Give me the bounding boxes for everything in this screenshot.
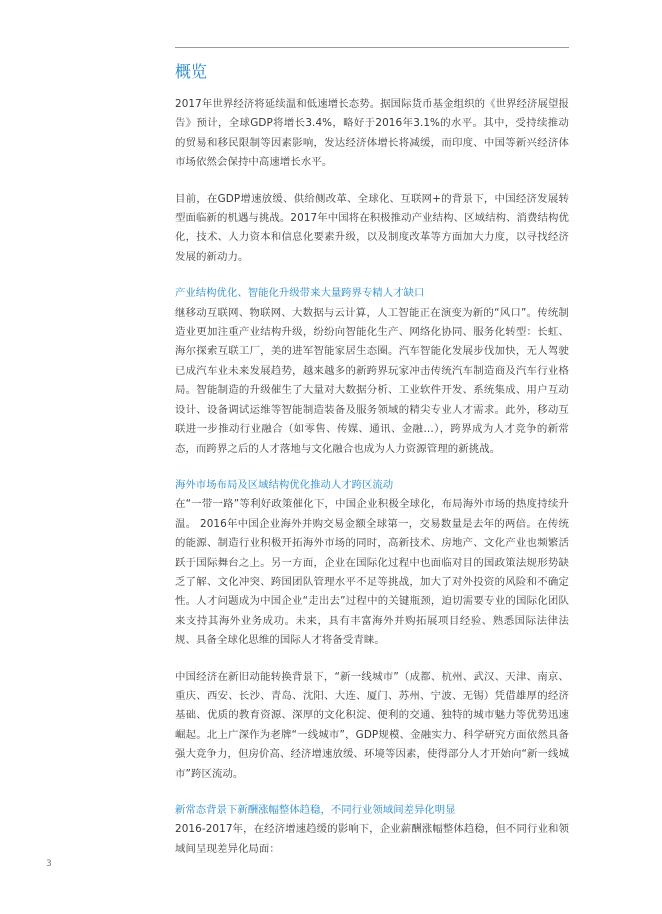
page-title: 概览 [175, 62, 208, 81]
spacer [175, 173, 569, 190]
section-body-overseas: 在“一带一路”等利好政策催化下，中国企业积极全球化，布局海外市场的热度持续升温。 2016年中国企业海外并购交易金额全球第一，交易数量是去年的两倍。在传统的能源、制造行业积极开拓海外市场的同时，高新技术、房地产、文化产业也频繁活跃于国际舞台之上。另一方面，企业在国际化过程中也面临对目的国政策法规形势缺乏了解、文化冲突、跨国团队管理水平不足等挑战，加大了对外投资的风险和不确定性。人才问题成为中国企业“走出去”过程中的关键瓶颈，迫切需要专业的国际化团队来支持其海外业务成功。未来，具有丰富海外并购拓展项目经验、熟悉国际法律法规、具备全球化思维的国际人才将备受青睐。 [175, 498, 569, 647]
document-body [175, 61, 569, 859]
section-heading-industry: 产业结构优化、智能化升级带来大量跨界专精人才缺口 [175, 287, 425, 300]
spacer [175, 459, 569, 476]
intro-paragraph-1: 2017年世界经济将延续温和低速增长态势。据国际货币基金组织的《世界经济展望报告》预计，全球GDP将增长3.4%，略好于2016年3.1%的水平。其中，受持续推动的贸易和移民限制等因素影响，发达经济体增长将减缓，而印度、中国等新兴经济体市场依然会保持中高速增长水平。 [175, 98, 570, 169]
intro-paragraph-2: 目前，在GDP增速放缓、供给侧改革、全球化、互联网+的背景下，中国经济发展转型面临新的机遇与挑战。2017年中国将在积极推动产业结构、区域结构、消费结构优化，技术、人力资本和信息化要素升级，以及制度改革等方面加大力度，以寻找经济发展的新动力。 [175, 192, 570, 263]
spacer [175, 784, 569, 801]
page-number: 3 [46, 859, 52, 869]
section-heading-salary: 新常态背景下新酬涨幅整体趋稳，不同行业领域间差异化明显 [175, 804, 456, 816]
paragraph-new-tier-cities: 中国经济在新旧动能转换背景下，“新一线城市”（成都、杭州、武汉、天津、南京、重庆、西安、长沙、青岛、沈阳、大连、厦门、苏州、宁波、无锡）凭借雄厚的经济基础、优质的教育资源、深厚的文化积淀、便利的交通、独特的城市魅力等优势迅速崛起。北上广深作为老牌“一线城市”，GDP规模、金融实力、科学研究方面依然具备强大竞争力，但房价高、经济增速放缓、环境等因素，使得部分人才开始向“新一线城市”跨区流动。 [175, 670, 569, 780]
top-divider [175, 47, 569, 48]
spacer [175, 651, 569, 668]
section-body-industry: 继移动互联网、物联网、大数据与云计算，人工智能正在演变为新的“风口”。传统制造业更加注重产业结构升级，纷纷向智能化生产、网络化协同、服务化转型：长虹、海尔探索互联工厂，美的进军智能家居生态圈。汽车智能化发展步伐加快，无人驾驶已成汽车业未来发展趋势，越来越多的新跨界玩家冲击传统汽车制造商及汽车行业格局。智能制造的升级催生了大量对大数据分析、工业软件开发、系统集成、用户互动设计、设备调试运维等智能制造装备及服务领域的精尖专业人才需求。此外，移动互联进一步推动行业融合（如零售、传媒、通讯、金融…），跨界成为人才竞争的新常态，而跨界之后的人才落地与文化融合也成为人力资源管理的新挑战。 [175, 306, 569, 455]
section-heading-overseas: 海外市场布局及区域结构优化推动人才跨区流动 [175, 478, 394, 491]
section-body-salary: 2016-2017年，在经济增速趋缓的影响下，企业薪酬涨幅整体趋稳，但不同行业和领域间呈现差异化局面： [175, 823, 569, 855]
spacer [175, 267, 569, 284]
